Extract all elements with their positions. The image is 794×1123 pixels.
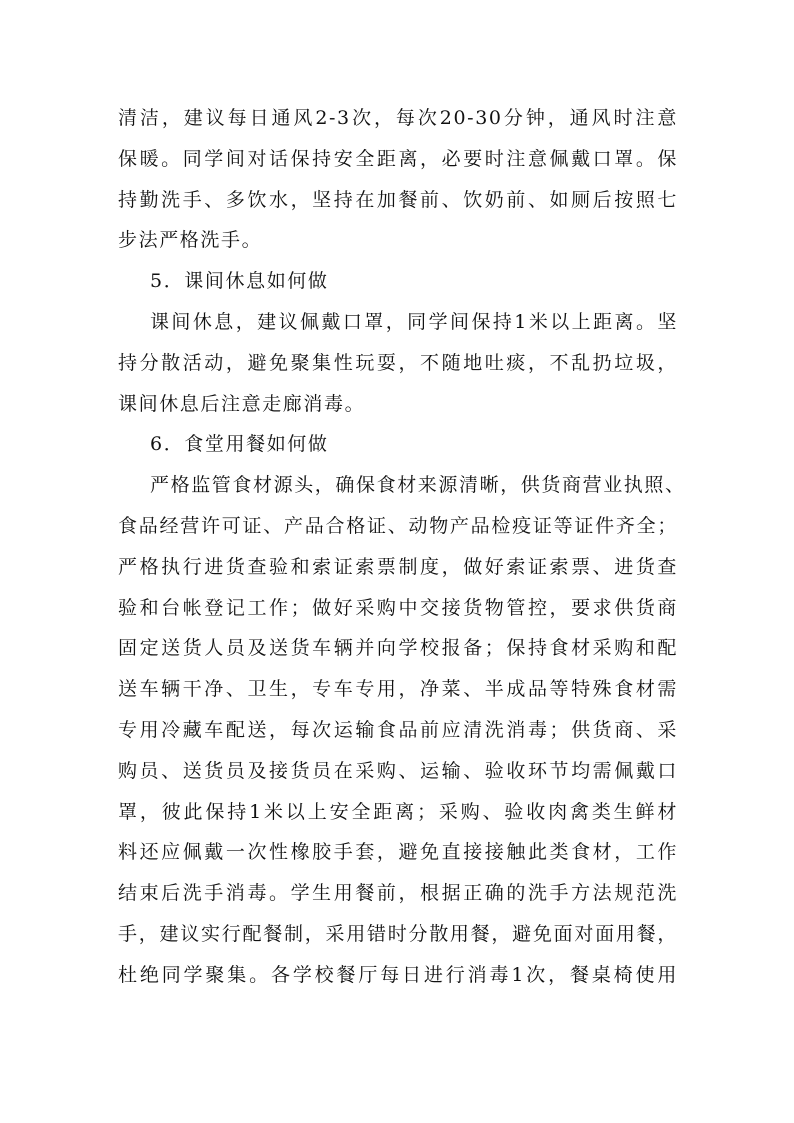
paragraph-line: 结束后洗手消毒。学生用餐前，根据正确的洗手方法规范洗 <box>118 882 678 905</box>
paragraph-line: 验和台帐登记工作；做好采购中交接货物管控，要求供货商 <box>118 596 678 619</box>
paragraph-line: 专用冷藏车配送，每次运输食品前应清洗消毒；供货商、采 <box>118 718 678 741</box>
paragraph-line: 手，建议实行配餐制，采用错时分散用餐，避免面对面用餐， <box>118 922 678 945</box>
paragraph-line: 食品经营许可证、产品合格证、动物产品检疫证等证件齐全； <box>118 514 678 537</box>
paragraph-line: 清洁，建议每日通风2-3次，每次20-30分钟，通风时注意 <box>118 107 678 129</box>
paragraph-line: 固定送货人员及送货车辆并向学校报备；保持食材采购和配 <box>118 637 678 660</box>
paragraph-line: 严格监管食材源头，确保食材来源清晰，供货商营业执照、 <box>150 474 686 497</box>
paragraph-line: 料还应佩戴一次性橡胶手套，避免直接接触此类食材，工作 <box>118 841 678 864</box>
paragraph-line: 步法严格洗手。 <box>118 229 263 252</box>
paragraph-line: 严格执行进货查验和索证索票制度，做好索证索票、进货查 <box>118 555 678 578</box>
paragraph-line: 购员、送货员及接货员在采购、运输、验收环节均需佩戴口 <box>118 759 678 782</box>
document-body <box>118 98 686 996</box>
paragraph-line: 送车辆干净、卫生，专车专用，净菜、半成品等特殊食材需 <box>118 678 678 701</box>
paragraph-line: 持分散活动，避免聚集性玩耍，不随地吐痰，不乱扔垃圾， <box>118 351 678 374</box>
paragraph-line: 杜绝同学聚集。各学校餐厅每日进行消毒1次，餐桌椅使用 <box>118 963 678 986</box>
paragraph-line: 课间休息，建议佩戴口罩，同学间保持1米以上距离。坚 <box>150 310 678 333</box>
section-heading: 6．食堂用餐如何做 <box>150 433 329 456</box>
paragraph-line: 课间休息后注意走廊消毒。 <box>118 392 366 415</box>
paragraph-line: 持勤洗手、多饮水，坚持在加餐前、饮奶前、如厕后按照七 <box>118 188 678 211</box>
section-heading: 5．课间休息如何做 <box>150 270 329 293</box>
paragraph-line: 保暖。同学间对话保持安全距离，必要时注意佩戴口罩。保 <box>118 147 678 170</box>
paragraph-line: 罩，彼此保持1米以上安全距离；采购、验收肉禽类生鲜材 <box>118 800 678 823</box>
